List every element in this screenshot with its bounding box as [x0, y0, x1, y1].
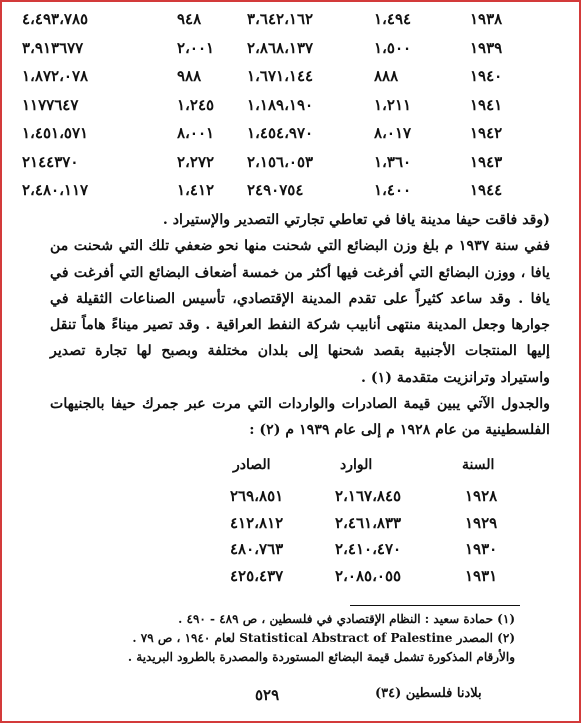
page-number: ٥٢٩ — [255, 686, 280, 704]
footnote-2-continued: والأرقام المذكورة تشمل قيمة البضائع المستوردة والمصدرة بالطرود البريدية . — [127, 650, 515, 664]
paragraph-text: ففي سنة ١٩٣٧ م بلغ وزن البضائع التي شحنت منها نحو ضعفي تلك التي شحنت من يافا ، ووزن البضائع التي أفرغت فيها أكثر من خمسة أضعاف البضائع التي أفرغت في يافا . وقد ساعد كثيراً على تقدم المدينة الإقتصادي، تأسيس الصناعات الثقيلة في جوارها وجعل المدينة منتهى أنابيب شركة النفط العراقية . وقد تصير ميناءً هاماً تنقل إليها المنتجات الأجنبية بقصد شحنها إلى بلدان مختلفة وبصبح لها تجارة تصدير واستيراد وترانزيت متقدمة (١) . — [50, 238, 550, 386]
table-row — [22, 92, 522, 121]
header-imports: الوارد — [340, 457, 373, 473]
year-cell: ١٩٤٠ — [470, 67, 503, 85]
exports-cell: ٢٦٩،٨٥١ — [230, 487, 284, 505]
footnote-1: (١) حمادة سعيد : النظام الإقتصادي في فلسطين ، ص ٤٨٩ - ٤٩٠ . — [178, 612, 515, 626]
running-title: بلادنا فلسطين (٣٤) — [375, 686, 482, 701]
table-row — [22, 177, 522, 206]
value-cell: ٩٨٨ — [177, 67, 202, 85]
imports-cell: ٢،٠٨٥،٠٥٥ — [335, 566, 402, 585]
value-cell: ١١٧٧٦٤٧ — [22, 95, 79, 114]
yearly-trade-table — [22, 6, 522, 206]
value-cell: ١،٥٠٠ — [374, 38, 412, 57]
value-cell: ١،٤٠٠ — [374, 181, 412, 199]
value-cell: ١،٤٥٤،٩٧٠ — [247, 124, 314, 142]
value-cell: ٨٨٨ — [374, 67, 399, 85]
table-row — [22, 120, 522, 149]
table-row — [200, 510, 520, 537]
value-cell: ١،١٨٩،١٩٠ — [247, 95, 314, 114]
table-row — [200, 563, 520, 590]
year-cell: ١٩٣٩ — [470, 38, 503, 57]
year-cell: ١٩٣١ — [465, 566, 498, 585]
year-cell: ١٩٣٠ — [465, 540, 498, 558]
header-exports: الصادر — [233, 457, 271, 473]
value-cell: ٢١٤٤٣٧٠ — [22, 152, 79, 171]
value-cell: ١،٨٧٢،٠٧٨ — [22, 67, 89, 85]
value-cell: ٣،٩١٣٦٧٧ — [22, 38, 84, 57]
exports-cell: ٤١٢،٨١٢ — [230, 513, 284, 532]
imports-cell: ٢،٤٦١،٨٣٣ — [335, 513, 402, 532]
value-cell: ١،٣٦٠ — [374, 152, 412, 171]
value-cell: ١،٤١٢ — [177, 181, 215, 199]
value-cell: ١،٦٧١،١٤٤ — [247, 67, 314, 85]
value-cell: ٢،٨٦٨،١٣٧ — [247, 38, 314, 57]
body-paragraph — [50, 207, 550, 444]
value-cell: ٢،٠٠١ — [177, 38, 215, 57]
value-cell: ٨،٠١٧ — [374, 124, 412, 142]
year-cell: ١٩٢٩ — [465, 513, 498, 532]
haifa-customs-table — [200, 455, 520, 589]
table-row — [22, 63, 522, 92]
value-cell: ١،٢١١ — [374, 95, 412, 114]
page-footer — [0, 686, 581, 706]
year-cell: ١٩٢٨ — [465, 487, 498, 505]
exports-cell: ٤٢٥،٤٣٧ — [230, 566, 284, 585]
year-cell: ١٩٤٤ — [470, 181, 503, 199]
year-cell: ١٩٣٨ — [470, 10, 503, 28]
footnote-divider — [350, 605, 520, 606]
value-cell: ٢،٤٨٠،١١٧ — [22, 181, 89, 199]
value-cell: ١،٤٥١،٥٧١ — [22, 124, 89, 142]
year-cell: ١٩٤٢ — [470, 124, 503, 142]
value-cell: ٨،٠٠١ — [177, 124, 215, 142]
footnotes — [75, 610, 515, 667]
value-cell: ٢،١٥٦،٠٥٣ — [247, 152, 314, 171]
value-cell: ١،٢٤٥ — [177, 95, 215, 114]
value-cell: ٤،٤٩٣،٧٨٥ — [22, 10, 89, 28]
table-row — [22, 35, 522, 64]
value-cell: ٩٤٨ — [177, 10, 202, 28]
year-cell: ١٩٤١ — [470, 95, 503, 114]
paragraph-text: والجدول الآتي يبين قيمة الصادرات والواردات التي مرت عبر جمرك حيفا بالجنيهات الفلسطينية من عام ١٩٢٨ م إلى عام ١٩٣٩ م (٢) : — [50, 396, 550, 439]
exports-cell: ٤٨٠،٧٦٣ — [230, 540, 284, 558]
paragraph-line: (وقد فاقت حيفا مدينة يافا في تعاطي تجارتي التصدير والإستيراد . — [162, 212, 550, 228]
value-cell: ٢،٢٧٢ — [177, 152, 215, 171]
footnote-2: (٢) المصدر Statistical Abstract of Palestine لعام ١٩٤٠ ، ص ٧٩ . — [132, 631, 515, 645]
table-row — [22, 6, 522, 35]
value-cell: ٢٤٩٠٧٥٤ — [247, 181, 304, 199]
header-year: السنة — [462, 457, 495, 473]
year-cell: ١٩٤٣ — [470, 152, 503, 171]
table-row — [200, 536, 520, 563]
table-header — [200, 455, 520, 483]
imports-cell: ٢،٤١٠،٤٧٠ — [335, 540, 402, 558]
value-cell: ٣،٦٤٢،١٦٢ — [247, 10, 314, 28]
value-cell: ١،٤٩٤ — [374, 10, 412, 28]
imports-cell: ٢،١٦٧،٨٤٥ — [335, 487, 402, 505]
table-row — [200, 483, 520, 510]
table-row — [22, 149, 522, 178]
